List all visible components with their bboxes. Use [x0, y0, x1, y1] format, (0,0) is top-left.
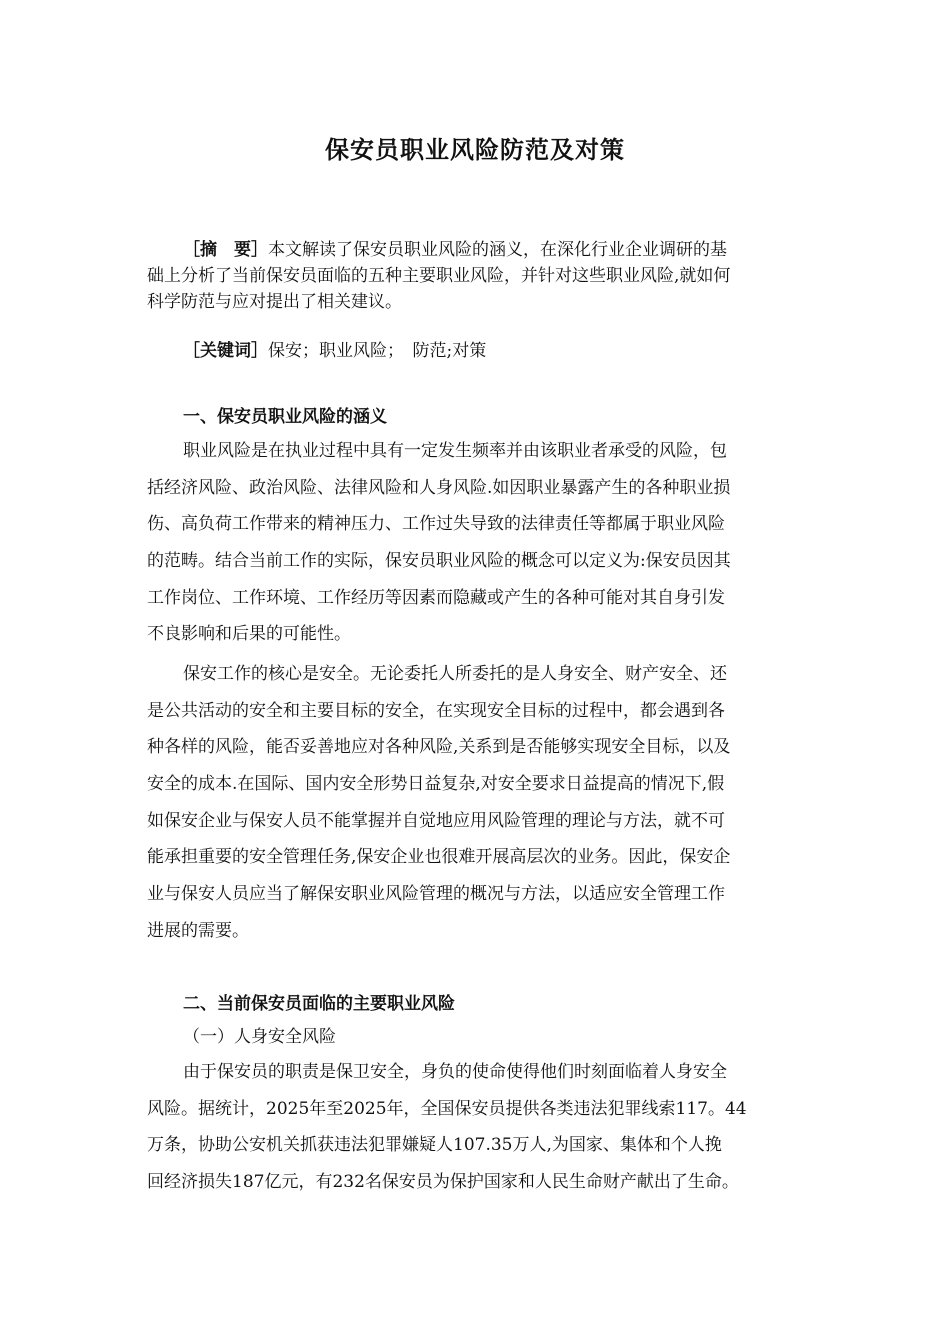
paragraph-line: 是公共活动的安全和主要目标的安全，在实现安全目标的过程中，都会遇到各 [147, 700, 725, 721]
paragraph-line: 万条，协助公安机关抓获违法犯罪嫌疑人107.35万人,为国家、集体和个人挽 [147, 1135, 722, 1156]
paragraph-line: 进展的需要。 [147, 920, 249, 941]
paragraph-line: 的范畴。结合当前工作的实际，保安员职业风险的概念可以定义为:保安员因其 [147, 551, 731, 572]
abstract-line-1 [147, 237, 807, 263]
section1-paragraph-2 [147, 656, 807, 950]
paragraph-line: 职业风险是在执业过程中具有一定发生频率并由该职业者承受的风险，包 [183, 441, 727, 461]
paragraph-line: 回经济损失187亿元，有232名保安员为保护国家和人民生命财产献出了生命。 [147, 1172, 739, 1193]
paragraph-line: 种各样的风险，能否妥善地应对各种风险,关系到是否能够实现安全目标，以及 [147, 737, 731, 758]
keywords-label: ［关键词］ [183, 341, 268, 361]
abstract-line-2: 础上分析了当前保安员面临的五种主要职业风险，并针对这些职业风险,就如何 [147, 266, 731, 286]
abstract-label: ［摘 要］ [183, 240, 268, 260]
paragraph-line: 由于保安员的职责是保卫安全，身负的使命使得他们时刻面临着人身安全 [183, 1062, 727, 1082]
paragraph-line: 能承担重要的安全管理任务,保安企业也很难开展高层次的业务。因此，保安企 [147, 847, 731, 868]
section-heading-1: 一、保安员职业风险的涵义 [183, 407, 387, 427]
section-heading-2: 二、当前保安员面临的主要职业风险 [183, 994, 455, 1014]
paragraph-line: 风险。据统计，2025年至2025年，全国保安员提供各类违法犯罪线索117。44 [147, 1098, 747, 1119]
section2-paragraph-1 [147, 1054, 807, 1201]
page-title: 保安员职业风险防范及对策 [325, 136, 625, 164]
paragraph-line: 保安工作的核心是安全。无论委托人所委托的是人身安全、财产安全、还 [183, 664, 727, 684]
section1-paragraph-1 [147, 433, 807, 653]
paragraph-line: 业与保安人员应当了解保安职业风险管理的概况与方法，以适应安全管理工作 [147, 884, 725, 905]
paragraph-line: 不良影响和后果的可能性。 [147, 624, 351, 645]
abstract-block [147, 237, 807, 315]
keywords-line [183, 338, 823, 364]
paragraph-line: 括经济风险、政治风险、法律风险和人身风险.如因职业暴露产生的各种职业损 [147, 477, 731, 498]
paragraph-line: 伤、高负荷工作带来的精神压力、工作过失导致的法律责任等都属于职业风险 [147, 514, 725, 535]
keywords-text: 保安；职业风险； 防范;对策 [268, 341, 487, 361]
paragraph-line: 安全的成本.在国际、国内安全形势日益复杂,对安全要求日益提高的情况下,假 [147, 774, 725, 795]
paragraph-line: 如保安企业与保安人员不能掌握并自觉地应用风险管理的理论与方法，就不可 [147, 810, 725, 831]
subsection-heading: （一）人身安全风险 [183, 1027, 336, 1047]
paragraph-line: 工作岗位、工作环境、工作经历等因素而隐藏或产生的各种可能对其自身引发 [147, 587, 725, 608]
abstract-line-3: 科学防范与应对提出了相关建议。 [147, 292, 402, 312]
abstract-text-1: 本文解读了保安员职业风险的涵义，在深化行业企业调研的基 [268, 240, 727, 260]
